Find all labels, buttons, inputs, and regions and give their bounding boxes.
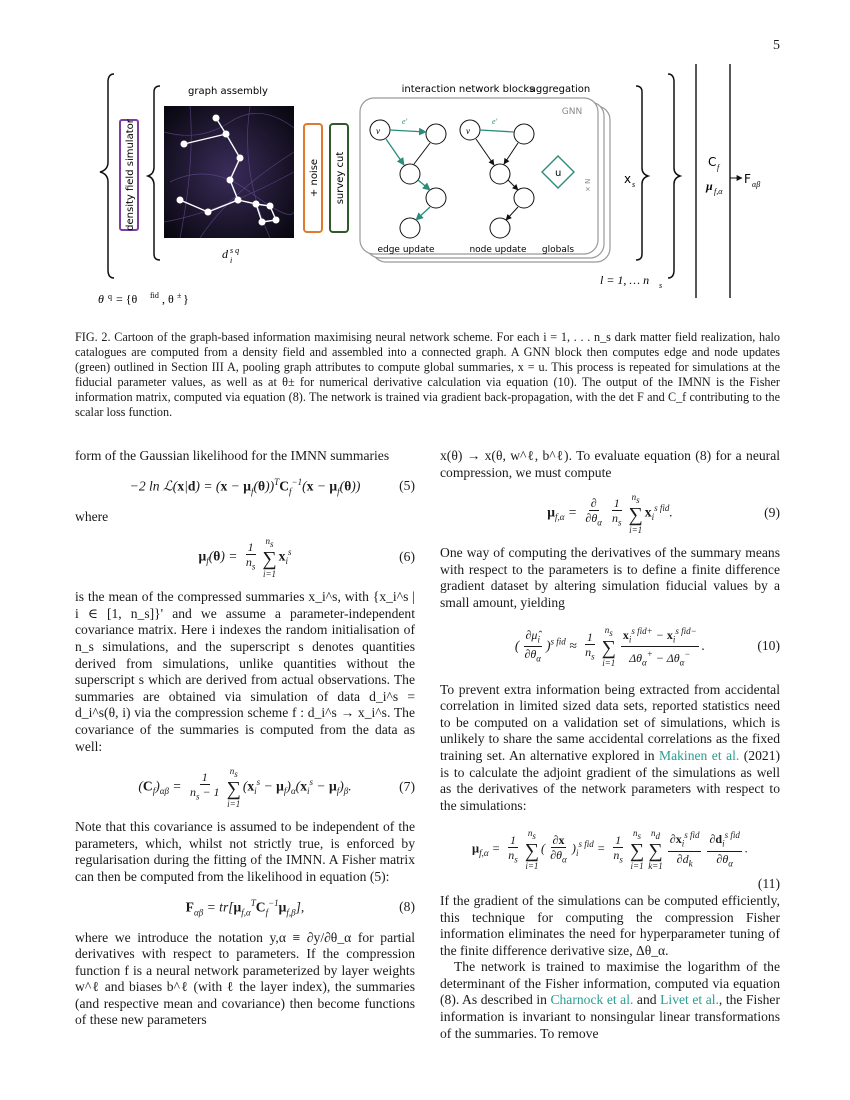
left-column <box>75 448 415 1029</box>
survey-cut-label: survey cut <box>335 151 346 205</box>
mu-f-label: μ <box>706 179 713 193</box>
right-p3 <box>440 682 780 815</box>
d-sub: i <box>230 256 233 265</box>
makinen-ref-link[interactable]: Makinen et al. <box>659 747 740 763</box>
d-sup: s q <box>230 246 240 255</box>
equation-9: $\mu_{f,\alpha}$ = $\frac{\partial}{\partial\theta_\alpha}$ $\frac{1}{n_s}$ $n_s$ ∑ i=1 $x_i^{s fid}$. (9) <box>547 491 780 535</box>
l-range-label: l = 1, … n <box>600 273 650 287</box>
eq5-number: (5) <box>399 478 415 494</box>
left-p3: is the mean of the compressed summaries x_i^s, with {x_i^s | i ∈ [1, n_s]}' and we assume a parameter-independent covariance matrix. Here i indexes the random initialisation of n_s simulations, and the superscript s denotes quantities derived from simulations, unlike quantities without the superscript s which are derived from actual observations. The summaries are obtained via simulation of data d_i^s = d_i^s(θ, i) via the compression scheme f : d_i^s → x_i^s. The covariance of the summaries is computed from the data as well: <box>75 589 415 754</box>
charnock-ref-link[interactable]: Charnock et al. <box>550 992 634 1008</box>
aggregation-label: aggregation <box>529 84 591 95</box>
node-update-label: node update <box>469 245 527 255</box>
eq8-number: (8) <box>399 899 415 915</box>
density-simulator-label: density field simulator <box>125 119 136 231</box>
eprime-label-2: e' <box>492 117 498 126</box>
outer-brace-right <box>668 74 680 278</box>
equation-5: −2 ln ℒ(x|d) = $(x - \mu_f(\theta))^TC_f^{-1}(x - \mu_f(\theta))$ (5) <box>129 476 415 496</box>
globals-label: globals <box>541 245 575 255</box>
right-p5 <box>440 959 780 1042</box>
f-ab-sub: αβ <box>752 180 761 189</box>
equation-6: $\mu_f(\theta)$ = $\frac{1}{n_s}$ $n_s$ ∑ i=1 $x_i^s$ (6) <box>198 535 415 579</box>
theta-fid-sup: fid <box>150 291 159 300</box>
vi-node-label: v <box>376 126 380 136</box>
right-p3b: (2021) is to calculate the adjoint gradient of the simulations as well as the derivatives of the network parameters with respect to the simulations: <box>440 747 781 813</box>
graph-assembly-label: graph assembly <box>188 86 268 97</box>
interaction-blocks-label: interaction network blocks <box>401 84 535 95</box>
eq9-number: (9) <box>764 504 780 520</box>
equation-10: ( $\frac{\partial\mû_i}{\partial\theta_\alpha}$ )$^{s fid}$ ≈ $\frac{1}{n_s}$ $n_s$ ∑ i=1 $\frac{x_i^{s fid+} - x_i^{s fid-}}{\Delta\theta_\alpha^+ - \Delta\theta_\alpha^-}$ . (10) <box>514 625 780 668</box>
c-f-sub: f <box>717 163 720 172</box>
mu-f-sub: f,α <box>714 187 723 196</box>
left-p4: Note that this covariance is assumed to be independent of the parameters, which, whilst not strictly true, is enforced by regularisation during the fitting of the IMNN. A Fisher matrix can then be computed from the likelihood in equation (5): <box>75 819 415 884</box>
theta-q-sup: q <box>108 292 112 301</box>
theta-q-label: θ <box>98 292 104 306</box>
theta-close: } <box>183 292 189 306</box>
eq10-number: (10) <box>757 638 780 654</box>
right-p4: If the gradient of the simulations can be computed efficiently, this technique for computing the compression Fisher information eliminates the need for hyperparameter tuning of the finite difference derivative size, Δθ_α. <box>440 892 780 958</box>
right-p3a: To prevent extra information being extracted from accidental correlation in limited sized data sets, reported statistics need to be computed on a validation set of simulations, which is unlikely to share the same accidental correlations as the fixed training set. An alternative explored in <box>440 681 780 763</box>
eq11-number: (11) <box>757 876 780 892</box>
n-iter-label: × N <box>584 178 592 192</box>
vi-node-label-2: v <box>466 126 470 136</box>
theta-set-label: = {θ <box>116 292 138 306</box>
equation-7: $(C_f)_{\alpha\beta}$ = $\frac{1}{n_s - 1}$ $n_s$ ∑ i=1 $(x_i^s - \mu_f)_\alpha(x_i^s - \mu_f)_\beta$. (7) <box>138 765 415 809</box>
equation-11: $\mu_{f,\alpha}$ = $\frac{1}{n_s}$ $n_s$ ∑ i=1 ( $\frac{\partial x}{\partial\theta_\alpha}$ )$_i^{s fid}$ = $\frac{1}{n_s}$ $n_s$ ∑ i=1 $n_d$ ∑ k=1 $\frac{\partial x_i^{s fid}}{\partial d_k}$ $\frac{\partial d_i^{s fid}}{\partial\theta_\alpha}$ . <box>471 827 749 871</box>
gnn-brace-right <box>636 86 648 260</box>
u-label: u <box>555 168 562 179</box>
eq7-number: (7) <box>399 778 415 794</box>
caption-text: Cartoon of the graph-based information maximising neural network scheme. For each i = 1, . . . n_s dark matter field realization, halo catalogues are computed from a density field and assembled into a connected graph. A GNN block then computes edge and node updates (green) outlined in Section III A, pooling graph attributes to compute global summaries, x = u. This process is repeated for simulations at the fiducial parameter values, as well as at θ± for numerical derivative calculation via equation (10). The output of the IMNN is the Fisher information matrix, computed via equation (8). The network is trained via gradient back-propagation, with the det F and C_f contributing to the scalar loss function. <box>75 330 781 419</box>
x-s-sub: s <box>632 180 636 189</box>
inner-brace-left <box>148 86 160 260</box>
f-ab-label: F <box>744 172 751 186</box>
eq6-number: (6) <box>399 548 415 564</box>
figure-diagram <box>80 62 800 314</box>
x-s-label: x <box>624 172 632 186</box>
l-range-sub: s <box>659 281 663 290</box>
equation-8: $F_{\alpha\beta} = tr[\mu_{f,\alpha}^TC_f^{-1}\mu_{f,\beta}]$, (8) <box>185 897 415 917</box>
noise-label: + noise <box>309 158 320 198</box>
eprime-label-1: e' <box>402 117 408 126</box>
right-p2: One way of computing the derivatives of the summary means with respect to the parameters is to define a finite difference gradient dataset by altering simulation fiducial values by a small amount, yielding <box>440 545 780 610</box>
gnn-label: GNN <box>561 107 583 117</box>
right-p5c: , the Fisher information is invariant to nonsingular linear transformations of the summaries. To remove <box>440 992 780 1041</box>
figure-2 <box>80 62 800 314</box>
left-p2: where <box>75 508 109 524</box>
c-f-label: C <box>708 155 717 169</box>
caption-label: FIG. 2. <box>75 330 111 344</box>
right-p5b: and <box>633 992 661 1008</box>
right-p1: x(θ) → x(θ, w^ℓ, b^ℓ). To evaluate equation (8) for a neural compression, we must compute <box>440 448 780 480</box>
theta-pm-sup: ± <box>177 291 182 300</box>
left-p1: form of the Gaussian likelihood for the IMNN summaries <box>75 448 390 463</box>
d-label: d <box>222 247 228 261</box>
right-column <box>440 448 780 1042</box>
left-p5: where we introduce the notation y,α ≡ ∂y/∂θ_α for partial derivatives with respect to parameters. If the compression function f is a neural network parameterized by layer weights w^ℓ and biases b^ℓ (with ℓ the layer index), the summaries (and respective mean and covariance) then become functions of these new parameters <box>75 929 415 1028</box>
edge-update-label: edge update <box>377 245 435 255</box>
figure-caption <box>75 330 780 420</box>
livet-ref-link[interactable]: Livet et al. <box>660 992 719 1008</box>
page-number: 5 <box>773 38 780 53</box>
outer-brace-left <box>100 74 114 278</box>
theta-pm-label: , θ <box>162 292 174 306</box>
right-p5a: The network is trained to maximise the logarithm of the determinant of the Fisher information, computed via equation (8). As described in <box>440 959 780 1008</box>
